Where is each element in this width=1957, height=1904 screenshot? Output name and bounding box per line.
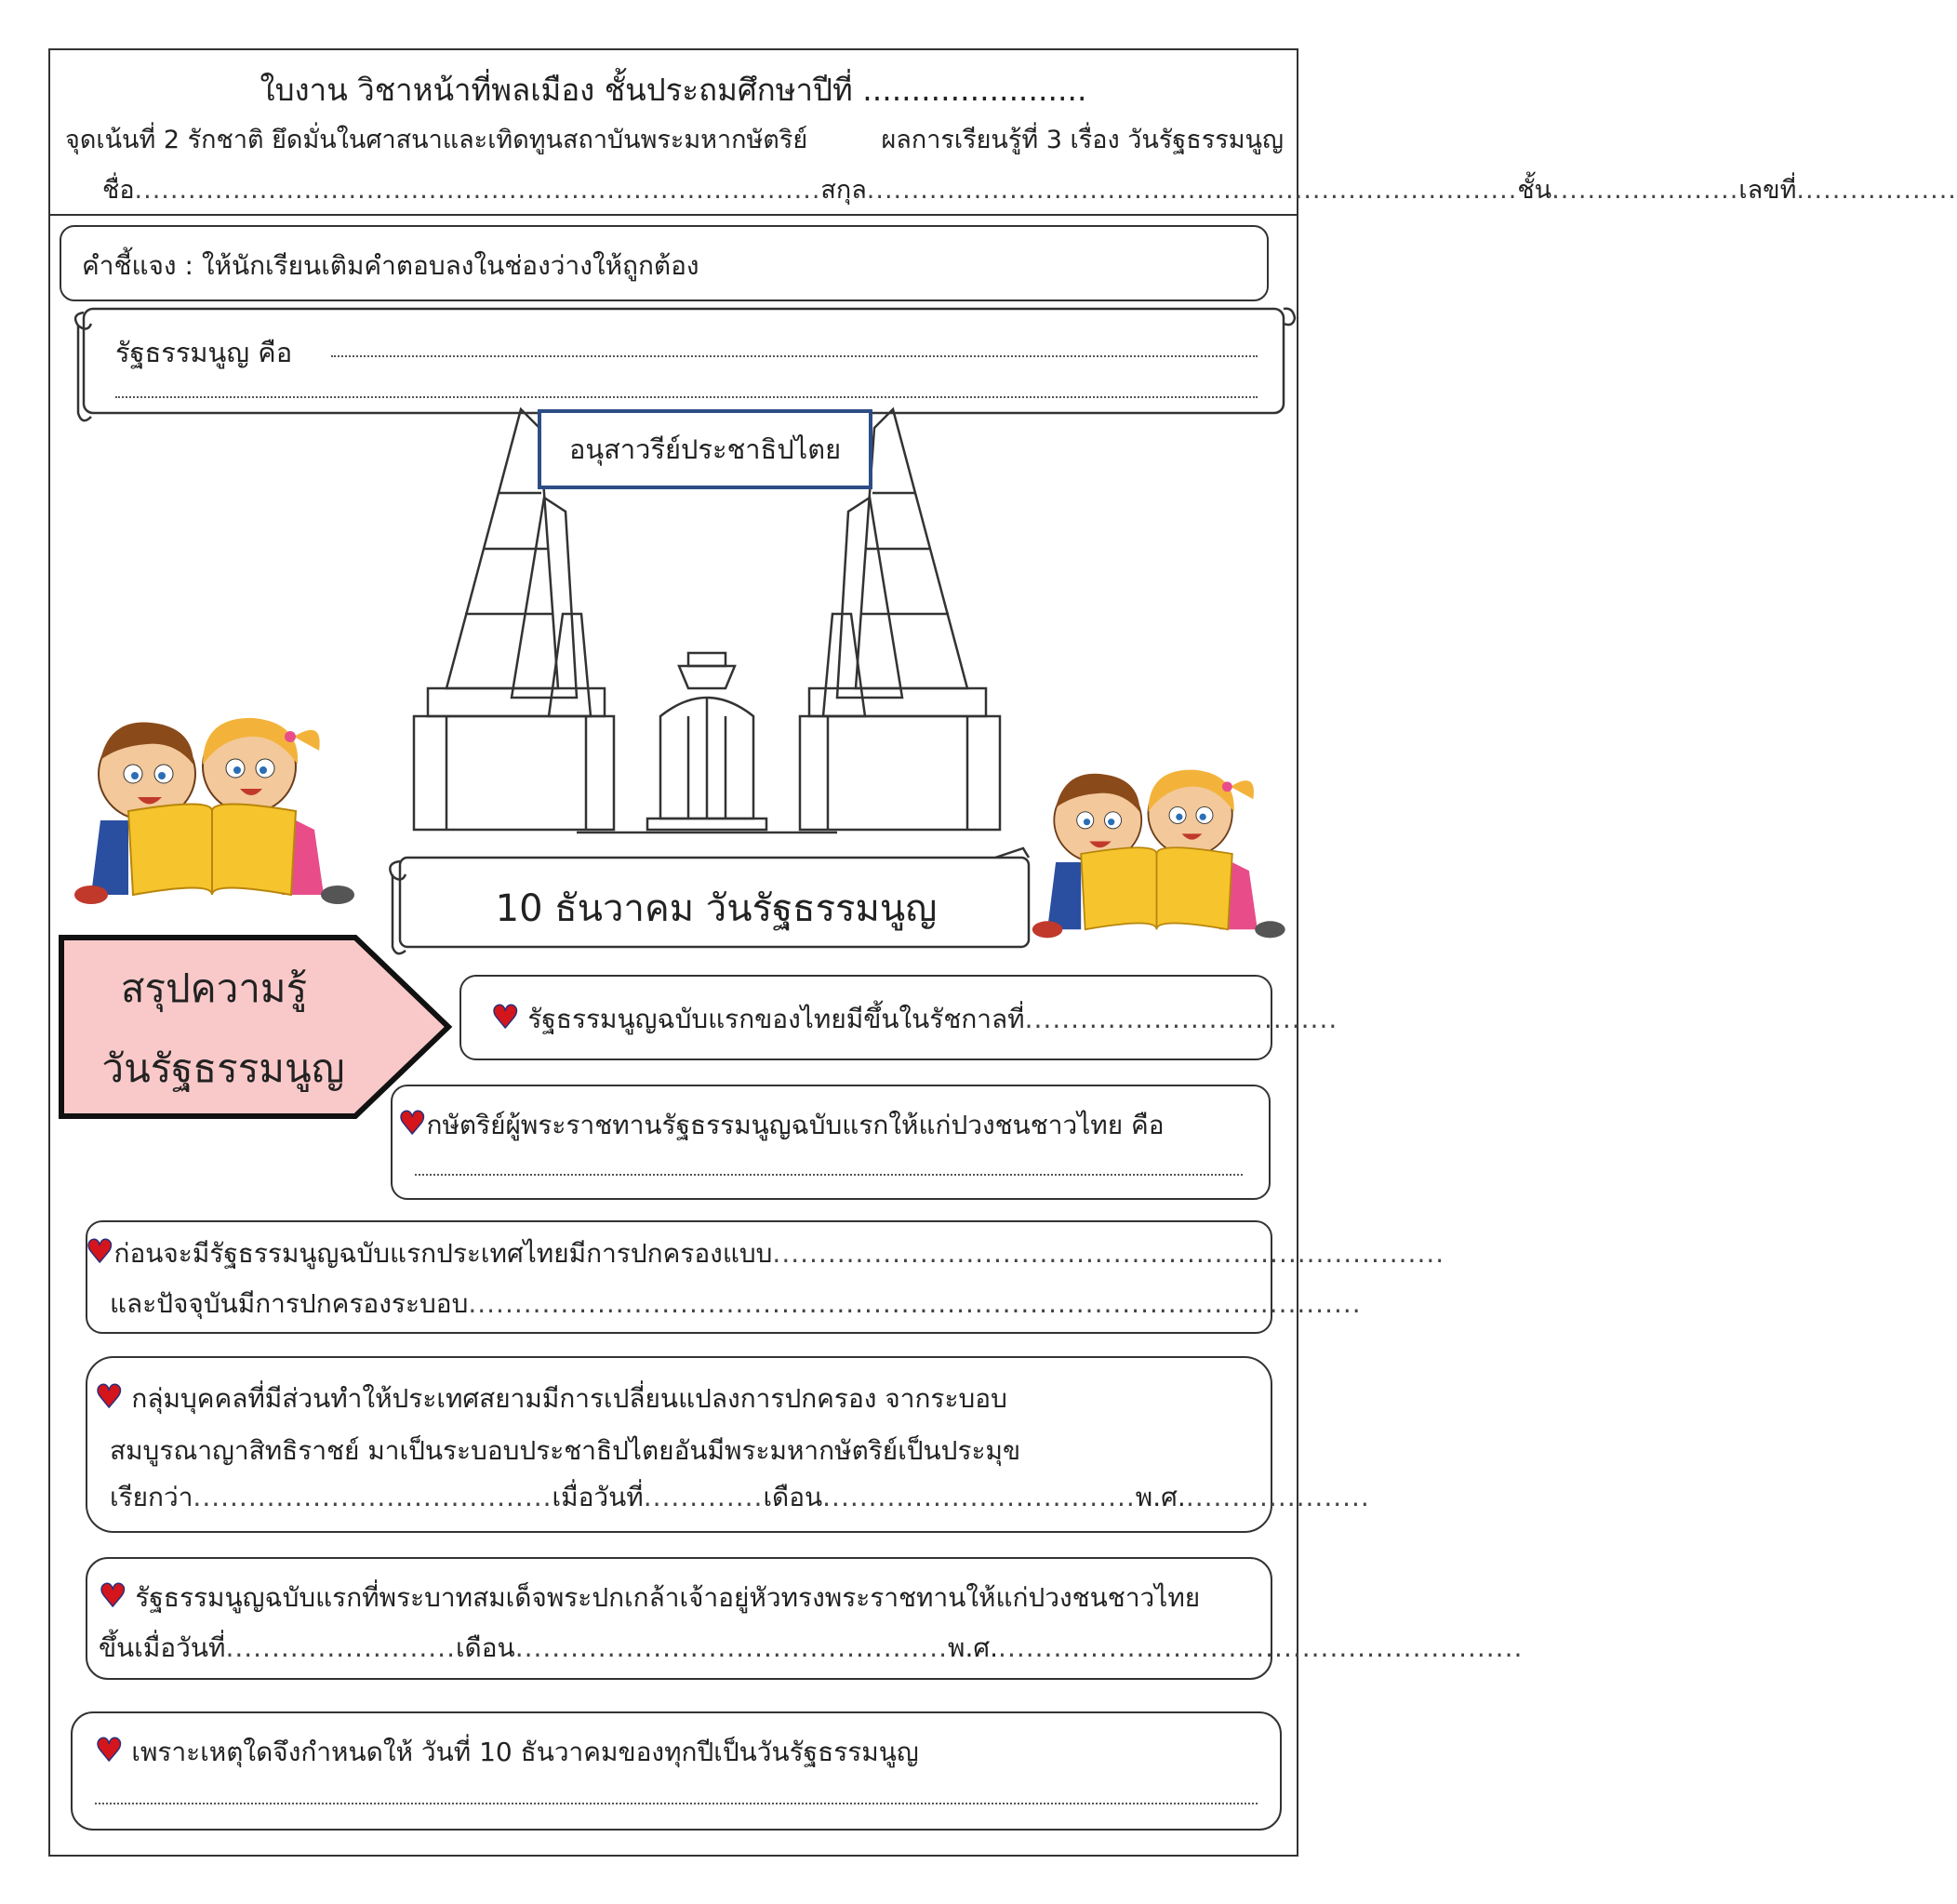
question-2-box <box>391 1085 1271 1200</box>
question-6-answer[interactable] <box>95 1803 1258 1804</box>
number-label: เลขที่ <box>1738 176 1797 205</box>
question-5-date-label: ขึ้นเมื่อวันที่ <box>99 1632 226 1663</box>
question-5-box <box>86 1557 1524 1680</box>
question-5-text-1: รัฐธรรมนูญฉบับแรกที่พระบาทสมเด็จพระปกเกล้าเจ้าอยู่หัวทรงพระราชทานให้แก่ปวงชนชาวไทย <box>135 1582 1201 1613</box>
focus-left: จุดเน้นที่ 2 รักชาติ ยึดมั่นในศาสนาและเทิดทูนสถาบันพระมหากษัตริย์ <box>65 126 808 154</box>
banner-text: 10 ธันวาคม วันรัฐธรรมนูญ <box>495 887 938 930</box>
heart-icon: ♥ <box>95 1378 124 1416</box>
number-field[interactable]: .................. <box>1796 176 1957 205</box>
kids-reading-right-icon <box>1031 761 1291 947</box>
focus-line <box>65 119 1284 159</box>
name-field[interactable]: ............................................................................. <box>134 176 821 205</box>
question-5-year-answer[interactable]: ......................................................... <box>998 1632 1524 1663</box>
question-4-month-answer[interactable]: .................................. <box>822 1482 1136 1512</box>
question-4-date-label: เมื่อวันที่ <box>552 1482 644 1512</box>
monument-label: อนุสาวรีย์ประชาธิปไตย <box>568 433 842 465</box>
question-4-line-3 <box>110 1477 1370 1518</box>
question-1-text: รัฐธรรมนูญฉบับแรกของไทยมีขึ้นในรัชกาลที่ <box>527 1004 1025 1034</box>
question-3-line-1 <box>86 1233 1445 1274</box>
definition-label: รัฐธรรมนูญ คือ <box>115 337 293 368</box>
class-label: ชั้น <box>1517 176 1552 205</box>
question-3-answer-2[interactable]: ................................................................................................. <box>468 1288 1362 1319</box>
summary-line-1: สรุปความรู้ <box>120 965 308 1011</box>
question-6-line-1 <box>95 1732 1258 1773</box>
question-5-month-label: เดือน <box>455 1632 515 1663</box>
header-divider <box>48 214 1298 216</box>
question-4-year-label: พ.ศ. <box>1135 1482 1186 1512</box>
question-5-line-1 <box>99 1578 1261 1618</box>
question-3-line-2 <box>110 1284 1362 1325</box>
monument-label-box <box>538 409 872 489</box>
question-3-box <box>86 1220 1445 1334</box>
question-4-date-answer[interactable]: ............. <box>643 1482 764 1512</box>
question-4-text-1: กลุ่มบุคคลที่มีส่วนทำให้ประเทศสยามมีการเปลี่ยนแปลงการปกครอง จากระบอบ <box>131 1383 1007 1414</box>
surname-label: สกุล <box>820 176 867 205</box>
question-4-month-label: เดือน <box>763 1482 823 1512</box>
question-6-box <box>71 1711 1282 1831</box>
question-4-line-2: สมบูรณาญาสิทธิราชย์ มาเป็นระบอบประชาธิปไตยอันมีพระมหากษัตริย์เป็นประมุข <box>110 1435 1021 1466</box>
question-6-text: เพราะเหตุใดจึงกำหนดให้ วันที่ 10 ธันวาคมของทุกปีเป็นวันรัฐธรรมนูญ <box>131 1737 919 1767</box>
question-3-text-1: ก่อนจะมีรัฐธรรมนูญฉบับแรกประเทศไทยมีการปกครองแบบ <box>113 1238 773 1269</box>
question-1-answer[interactable]: .................................. <box>1024 1004 1338 1034</box>
instruction-text: คำชี้แจง : ให้นักเรียนเติมคำตอบลงในช่องว่างให้ถูกต้อง <box>82 250 699 281</box>
instruction-box <box>60 225 1269 301</box>
definition-answer-line-1[interactable] <box>331 355 1258 357</box>
question-5-line-2 <box>99 1628 1524 1669</box>
question-2-line <box>398 1105 1254 1146</box>
surname-field[interactable]: ......................................................................... <box>866 176 1518 205</box>
question-5-year-label: พ.ศ. <box>948 1632 999 1663</box>
question-5-date-answer[interactable]: ......................... <box>225 1632 456 1663</box>
class-field[interactable]: ..................... <box>1551 176 1739 205</box>
heart-icon: ♥ <box>398 1105 427 1142</box>
heart-icon: ♥ <box>99 1578 127 1615</box>
focus-right: ผลการเรียนรู้ที่ 3 เรื่อง วันรัฐธรรมนูญ <box>881 126 1284 154</box>
heart-icon: ♥ <box>86 1233 114 1271</box>
heart-icon: ♥ <box>95 1732 124 1769</box>
question-3-text-2: และปัจจุบันมีการปกครองระบอบ <box>110 1288 469 1319</box>
question-4-year-answer[interactable]: .................... <box>1185 1482 1370 1512</box>
definition-answer-line-2[interactable] <box>115 396 1258 398</box>
question-5-month-answer[interactable]: ............................................... <box>514 1632 949 1663</box>
worksheet-title: ใบงาน วิชาหน้าที่พลเมือง ชั้นประถมศึกษาปีที่ ....................... <box>260 72 1087 108</box>
question-1-box <box>459 975 1338 1060</box>
question-4-group-answer[interactable]: ....................................... <box>193 1482 552 1512</box>
student-info-line <box>102 169 1957 209</box>
heart-icon: ♥ <box>491 999 520 1036</box>
question-2-text: กษัตริย์ผู้พระราชทานรัฐธรรมนูญฉบับแรกให้แก่ปวงชนชาวไทย คือ <box>426 1110 1165 1140</box>
question-3-answer-1[interactable]: ......................................................................... <box>772 1238 1445 1269</box>
name-label: ชื่อ <box>102 176 135 205</box>
kids-reading-left-icon <box>73 709 361 913</box>
question-2-answer[interactable] <box>415 1174 1243 1176</box>
question-4-called-label: เรียกว่า <box>110 1482 193 1512</box>
question-4-line-1 <box>95 1378 1258 1419</box>
summary-line-2: วันรัฐธรรมนูญ <box>101 1045 345 1091</box>
question-4-box <box>86 1356 1370 1533</box>
question-1-line <box>491 999 1338 1040</box>
